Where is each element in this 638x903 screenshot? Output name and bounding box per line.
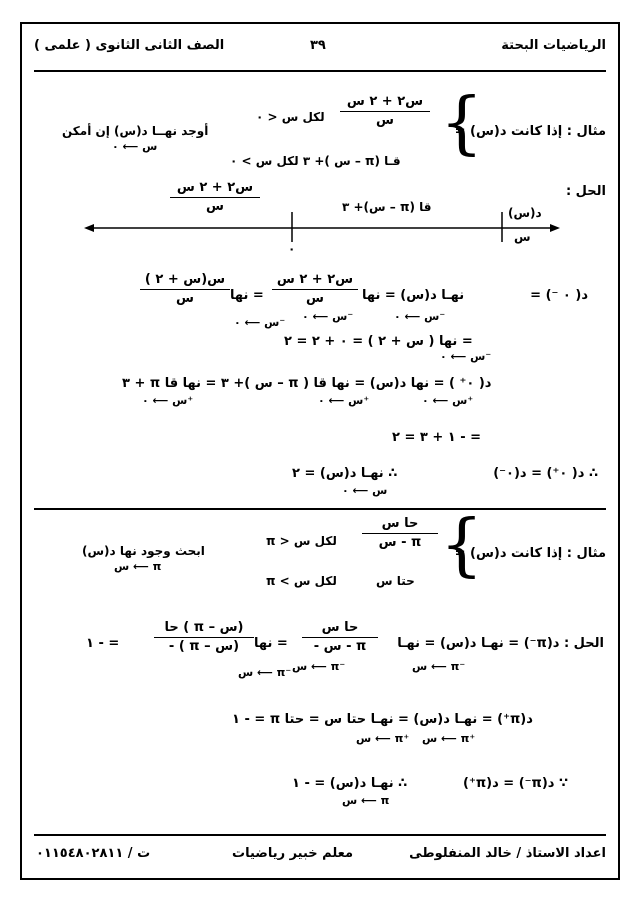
solution2-line2: د(π⁺) = نهـا د(س) = نهـا حتا س = حتا π = - ١ xyxy=(232,712,533,727)
numberline-zero: ٠ xyxy=(288,242,296,256)
example2-label: مثال : إذا كانت د(س) = xyxy=(454,546,606,561)
solution2-line1-limit-c: س ⟵ π⁻ xyxy=(238,666,292,679)
solution2-line1-limit-b: س ⟵ π⁻ xyxy=(292,660,346,673)
solution1-line5-left: ∴ نهـا د(س) = ٢ xyxy=(292,466,398,481)
solution2-line2-limit-a: س ⟵ π⁺ xyxy=(422,732,476,745)
example2-brace: { xyxy=(440,506,484,585)
solution1-line3-limit-b: س ⟵ ٠⁺ xyxy=(318,394,370,407)
solution1-line3-limit-a: س ⟵ ٠⁺ xyxy=(422,394,474,407)
worksheet-page xyxy=(20,22,620,880)
solution2-line1-lhs: الحل : د(π⁻) = نهـا د(س) = نهـا xyxy=(397,636,604,651)
footer-phone: ت / ٠١١٥٤٨٠٢٨١١ xyxy=(36,846,151,861)
numberline-right-top: د(س) xyxy=(508,206,542,220)
footer-title: معلم خبير رياضيات xyxy=(232,846,354,861)
solution1-line5-right: ∴ د( ٠⁺) = د(٠⁻) xyxy=(493,466,598,481)
solution2-line1-mid: = نها xyxy=(254,636,288,651)
solution1-line1-b: = نها xyxy=(230,288,264,303)
number-line xyxy=(82,194,562,264)
example1-task: أوجد نهــا د(س) إن أمكن xyxy=(62,124,209,138)
example1-label: مثال : إذا كانت د(س) = xyxy=(454,124,606,139)
solution2-line1-fraction1: حا س - س - π xyxy=(302,620,378,655)
numberline-right-bottom: س xyxy=(514,230,531,244)
solution1-label: الحل : xyxy=(565,184,606,199)
example1-case1-condition: لكل س < ٠ xyxy=(256,110,325,124)
solution1-line1-limit-c: س ⟵ ٠⁻ xyxy=(234,316,286,329)
header-grade: الصف الثانى الثانوى ( علمى ) xyxy=(34,38,225,53)
solution1-line1-limit-a: س ⟵ ٠⁻ xyxy=(394,310,446,323)
header-page-number: ٣٩ xyxy=(310,38,326,53)
solution2-line3-right: ∵ د(π⁻) = د(π⁺) xyxy=(463,776,568,791)
example1-case1-fraction: س٢ + ٢ س س xyxy=(340,94,430,129)
header-subject: الرياضيات البحتة xyxy=(501,38,606,53)
solution2-line3-limit: س ⟵ π xyxy=(342,794,390,807)
example2-case1-condition: لكل س < π xyxy=(266,534,337,548)
example2-case1-fraction: حا س س - π xyxy=(362,516,438,551)
numberline-left-fraction: س٢ + ٢ س س xyxy=(170,180,260,215)
solution2-line1-limit-a: س ⟵ π⁻ xyxy=(412,660,466,673)
example1-task-limit: س ⟵ ٠ xyxy=(112,140,158,153)
solution1-line4: = - ١ + ٣ = ٢ xyxy=(392,430,482,445)
solution1-line3-limit-c: س ⟵ ٠⁺ xyxy=(142,394,194,407)
solution1-line1-lhs: د( ٠ ⁻) = xyxy=(530,288,588,303)
solution1-line1-fraction2: س(س + ٢ ) س xyxy=(140,272,230,307)
solution1-line3: د( ٠⁺ ) = نها د(س) = نها قا ( π – س )+ ٣ = نها قا π + ٣ xyxy=(122,376,492,391)
example2-task-limit: س ⟵ π xyxy=(114,560,162,573)
solution1-line2-limit: س ⟵ ٠⁻ xyxy=(440,350,492,363)
section-divider xyxy=(34,508,606,510)
solution1-line1-fraction1: س٢ + ٢ س س xyxy=(272,272,358,307)
example2-task: ابحث وجود نها د(س) xyxy=(82,544,205,558)
example1-case2: قـا (π – س )+ ٣ لكل س > ٠ xyxy=(230,154,401,168)
solution1-line1-limit-b: س ⟵ ٠⁻ xyxy=(302,310,354,323)
example2-case2-expr: حتا س xyxy=(376,574,415,588)
header-divider xyxy=(34,70,606,72)
example2-case2-condition: لكل س > π xyxy=(266,574,337,588)
solution1-line1-a: نهـا د(س) = نها xyxy=(362,288,465,303)
solution2-line1-fraction2: حا ( π – س) - ( π – س) xyxy=(154,620,254,655)
solution2-line3-left: ∴ نهـا د(س) = - ١ xyxy=(292,776,408,791)
solution2-line2-limit-b: س ⟵ π⁺ xyxy=(356,732,410,745)
example1-brace: { xyxy=(440,84,484,163)
footer-author: اعداد الاستاذ / خالد المنفلوطى xyxy=(409,846,606,861)
numberline-mid-label: قا (π – س)+ ٣ xyxy=(342,200,432,214)
footer-divider xyxy=(34,834,606,836)
solution2-line1-rhs: = - ١ xyxy=(86,636,120,651)
solution1-line5-limit: س ⟵ ٠ xyxy=(342,484,388,497)
solution1-line2: = نها ( س + ٢ ) = ٠ + ٢ = ٢ xyxy=(284,334,473,349)
